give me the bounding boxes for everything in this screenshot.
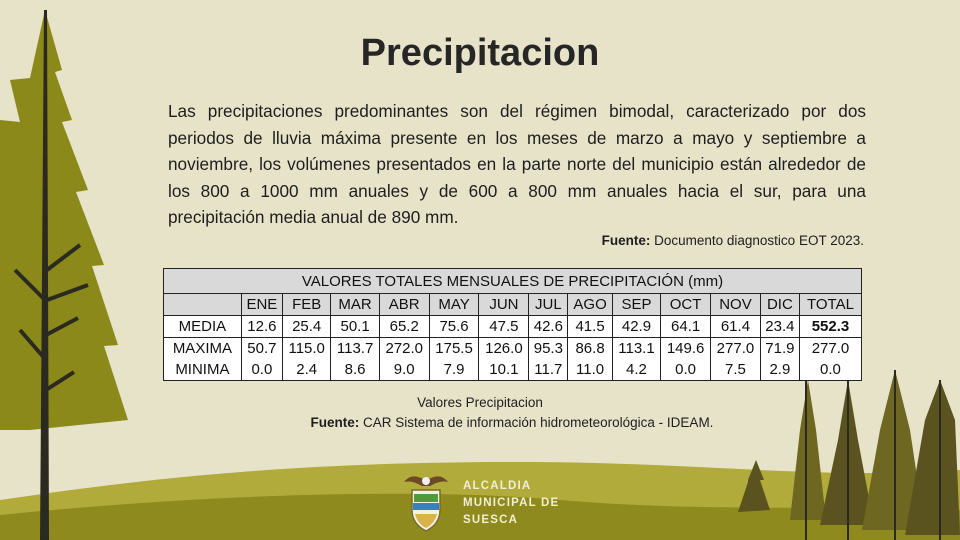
month-header: MAR xyxy=(331,294,379,316)
table-cell: 23.4 xyxy=(760,316,799,338)
source-text: CAR Sistema de información hidrometeorológica - IDEAM. xyxy=(359,415,714,430)
municipality-name xyxy=(463,478,559,529)
months-header-row xyxy=(164,294,862,316)
logo-line-2: MUNICIPAL DE xyxy=(463,497,560,509)
table-cell: 86.8 xyxy=(568,338,612,360)
table-cell: 113.1 xyxy=(612,338,660,360)
table-cell: 95.3 xyxy=(529,338,568,360)
source-label: Fuente: xyxy=(310,415,360,430)
table-cell: 47.5 xyxy=(479,316,529,338)
table-cell: 7.5 xyxy=(711,359,761,381)
table-cell: 50.7 xyxy=(241,338,282,360)
table-cell: 113.7 xyxy=(331,338,379,360)
description-paragraph: Las precipitaciones predominantes son del régimen bimodal, caracterizado por dos periodos de lluvia máxima presente en los meses de marzo a mayo y septiembre a noviembre, los volúmenes presentados en la parte norte del municipio están alrededor de los 800 a 1000 mm anuales y de 600 a 800 mm anuales hacia el sur, para una precipitación media anual de 890 mm. xyxy=(168,101,866,227)
logo-line-1: ALCALDIA xyxy=(463,480,532,492)
month-header: JUL xyxy=(529,294,568,316)
table-cell: 0.0 xyxy=(799,359,861,381)
row-label: MEDIA xyxy=(164,316,242,338)
table-cell: 61.4 xyxy=(711,316,761,338)
table-cell: 2.4 xyxy=(282,359,330,381)
table-cell: 149.6 xyxy=(661,338,711,360)
table-cell: 65.2 xyxy=(379,316,429,338)
table-cell: 0.0 xyxy=(241,359,282,381)
table-caption: Valores Precipitacion xyxy=(417,395,543,410)
table-cell: 4.2 xyxy=(612,359,660,381)
source-document xyxy=(602,233,864,248)
month-header: JUN xyxy=(479,294,529,316)
month-header: OCT xyxy=(661,294,711,316)
table-cell: 11.7 xyxy=(529,359,568,381)
table-cell: 552.3 xyxy=(799,316,861,338)
table-cell: 75.6 xyxy=(429,316,479,338)
source-text: Documento diagnostico EOT 2023. xyxy=(650,233,864,248)
logo-line-3: SUESCA xyxy=(463,514,519,526)
table-row xyxy=(164,316,862,338)
corner-cell xyxy=(164,294,242,316)
table-cell: 25.4 xyxy=(282,316,330,338)
source-label: Fuente: xyxy=(601,233,651,248)
precipitation-table xyxy=(163,268,862,381)
municipality-shield-logo xyxy=(400,468,452,534)
table-cell: 277.0 xyxy=(799,338,861,360)
table-cell: 41.5 xyxy=(568,316,612,338)
table-cell: 42.6 xyxy=(529,316,568,338)
table-cell: 9.0 xyxy=(379,359,429,381)
table-cell: 277.0 xyxy=(711,338,761,360)
month-header: NOV xyxy=(711,294,761,316)
table-cell: 10.1 xyxy=(479,359,529,381)
table-cell: 126.0 xyxy=(479,338,529,360)
month-header: AGO xyxy=(568,294,612,316)
month-header: FEB xyxy=(282,294,330,316)
table-cell: 50.1 xyxy=(331,316,379,338)
month-header: ABR xyxy=(379,294,429,316)
row-label: MINIMA xyxy=(164,359,242,381)
table-cell: 175.5 xyxy=(429,338,479,360)
month-header: SEP xyxy=(612,294,660,316)
page-title: Precipitacion xyxy=(360,32,600,74)
table-cell: 64.1 xyxy=(661,316,711,338)
row-label: MAXIMA xyxy=(164,338,242,360)
month-header: DIC xyxy=(760,294,799,316)
table-header: VALORES TOTALES MENSUALES DE PRECIPITACIÓN (mm) xyxy=(164,269,862,294)
month-header: ENE xyxy=(241,294,282,316)
table-cell: 115.0 xyxy=(282,338,330,360)
table-row xyxy=(164,359,862,381)
table-cell: 0.0 xyxy=(661,359,711,381)
month-header: TOTAL xyxy=(799,294,861,316)
table-cell: 12.6 xyxy=(241,316,282,338)
table-cell: 42.9 xyxy=(612,316,660,338)
table-cell: 7.9 xyxy=(429,359,479,381)
table-row xyxy=(164,338,862,360)
source-car xyxy=(0,415,960,430)
table-cell: 11.0 xyxy=(568,359,612,381)
table-cell: 8.6 xyxy=(331,359,379,381)
month-header: MAY xyxy=(429,294,479,316)
table-cell: 272.0 xyxy=(379,338,429,360)
table-cell: 71.9 xyxy=(760,338,799,360)
table-cell: 2.9 xyxy=(760,359,799,381)
